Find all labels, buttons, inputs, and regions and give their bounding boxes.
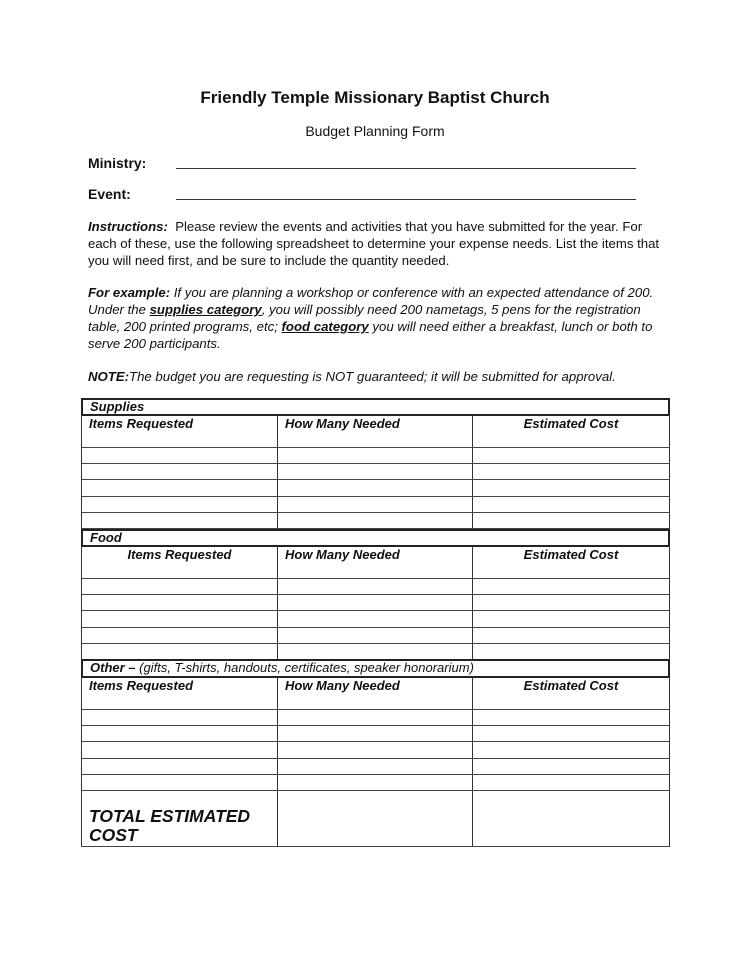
item-cell[interactable]	[82, 759, 278, 774]
table-row	[81, 448, 670, 464]
item-cell[interactable]	[82, 480, 278, 496]
col-items-requested: Items Requested	[82, 546, 278, 578]
quantity-cell[interactable]	[278, 480, 473, 496]
example-label: For example:	[88, 285, 171, 300]
quantity-cell[interactable]	[278, 742, 473, 758]
food-section-header: Food	[81, 529, 670, 547]
item-cell[interactable]	[82, 448, 278, 463]
table-row	[81, 628, 670, 644]
table-row	[81, 726, 670, 742]
note-paragraph	[88, 368, 668, 385]
col-how-many-needed: How Many Needed	[278, 677, 473, 709]
col-how-many-needed: How Many Needed	[278, 546, 473, 578]
table-row	[81, 497, 670, 513]
table-row	[81, 775, 670, 791]
instructions-paragraph	[88, 218, 668, 269]
budget-table	[81, 398, 670, 848]
table-row	[81, 595, 670, 611]
table-row	[81, 644, 670, 660]
cost-cell[interactable]	[473, 644, 669, 659]
cost-cell[interactable]	[473, 628, 669, 643]
form-subtitle: Budget Planning Form	[305, 123, 445, 139]
quantity-cell[interactable]	[278, 513, 473, 528]
instructions-label: Instructions:	[88, 219, 168, 234]
note-label: NOTE:	[88, 369, 130, 384]
quantity-cell[interactable]	[278, 775, 473, 790]
other-section-header: Other – (gifts, T-shirts, handouts, certificates, speaker honorarium)	[81, 659, 670, 678]
cost-cell[interactable]	[473, 775, 669, 790]
item-cell[interactable]	[82, 595, 278, 610]
other-column-headers	[81, 677, 670, 710]
table-row	[81, 710, 670, 726]
example-text-3: you will need either a breakfast, lunch or both to serve 200 participants.	[88, 319, 653, 351]
item-cell[interactable]	[82, 644, 278, 659]
table-row	[81, 464, 670, 480]
cost-cell[interactable]	[473, 464, 669, 479]
table-row	[81, 513, 670, 529]
event-field[interactable]	[176, 199, 636, 200]
cost-cell[interactable]	[473, 513, 669, 528]
col-items-requested: Items Requested	[82, 677, 278, 709]
item-cell[interactable]	[82, 579, 278, 594]
table-row	[81, 759, 670, 775]
food-category-link: food category	[281, 319, 369, 334]
example-paragraph	[88, 284, 668, 352]
supplies-category-link: supplies category	[149, 302, 262, 317]
item-cell[interactable]	[82, 464, 278, 479]
quantity-cell[interactable]	[278, 628, 473, 643]
cost-cell[interactable]	[473, 611, 669, 627]
item-cell[interactable]	[82, 742, 278, 758]
total-row	[81, 791, 670, 847]
table-row	[81, 742, 670, 759]
event-label: Event:	[88, 186, 131, 202]
cost-cell[interactable]	[473, 595, 669, 610]
quantity-cell[interactable]	[278, 644, 473, 659]
note-text: The budget you are requesting is NOT guaranteed; it will be submitted for approval.	[129, 369, 616, 384]
total-quantity-cell[interactable]	[278, 791, 473, 846]
cost-cell[interactable]	[473, 726, 669, 741]
item-cell[interactable]	[82, 513, 278, 528]
cost-cell[interactable]	[473, 480, 669, 496]
item-cell[interactable]	[82, 611, 278, 627]
supplies-section-header: Supplies	[81, 398, 670, 416]
supplies-column-headers	[81, 415, 670, 448]
page-title: Friendly Temple Missionary Baptist Church	[200, 88, 550, 107]
instructions-text: Please review the events and activities that you have submitted for the year. For each of these, use the following spreadsheet to determine your expense needs. List the items that you will need first, and be sure to include the quantity needed.	[88, 219, 660, 268]
cost-cell[interactable]	[473, 759, 669, 774]
total-cost-cell[interactable]	[473, 791, 669, 846]
table-row	[81, 579, 670, 595]
table-row	[81, 611, 670, 628]
total-estimated-cost-label: TOTAL ESTIMATED COST	[82, 791, 278, 846]
col-items-requested: Items Requested	[82, 415, 278, 447]
quantity-cell[interactable]	[278, 611, 473, 627]
col-how-many-needed: How Many Needed	[278, 415, 473, 447]
quantity-cell[interactable]	[278, 595, 473, 610]
quantity-cell[interactable]	[278, 726, 473, 741]
item-cell[interactable]	[82, 775, 278, 790]
quantity-cell[interactable]	[278, 448, 473, 463]
quantity-cell[interactable]	[278, 464, 473, 479]
item-cell[interactable]	[82, 710, 278, 725]
quantity-cell[interactable]	[278, 579, 473, 594]
quantity-cell[interactable]	[278, 759, 473, 774]
cost-cell[interactable]	[473, 448, 669, 463]
item-cell[interactable]	[82, 497, 278, 512]
quantity-cell[interactable]	[278, 710, 473, 725]
example-text-2: , you will possibly need 200 nametags, 5 pens for the registration table, 200 printed programs, etc;	[88, 302, 641, 334]
col-estimated-cost: Estimated Cost	[523, 678, 619, 693]
food-column-headers	[81, 546, 670, 579]
item-cell[interactable]	[82, 726, 278, 741]
cost-cell[interactable]	[473, 497, 669, 512]
ministry-field[interactable]	[176, 168, 636, 169]
quantity-cell[interactable]	[278, 497, 473, 512]
col-estimated-cost: Estimated Cost	[523, 416, 619, 431]
col-estimated-cost: Estimated Cost	[523, 547, 619, 562]
ministry-label: Ministry:	[88, 155, 147, 171]
item-cell[interactable]	[82, 628, 278, 643]
example-text-1: If you are planning a workshop or conference with an expected attendance of 200. Under the	[88, 285, 654, 317]
cost-cell[interactable]	[473, 579, 669, 594]
table-row	[81, 480, 670, 497]
cost-cell[interactable]	[473, 710, 669, 725]
cost-cell[interactable]	[473, 742, 669, 758]
